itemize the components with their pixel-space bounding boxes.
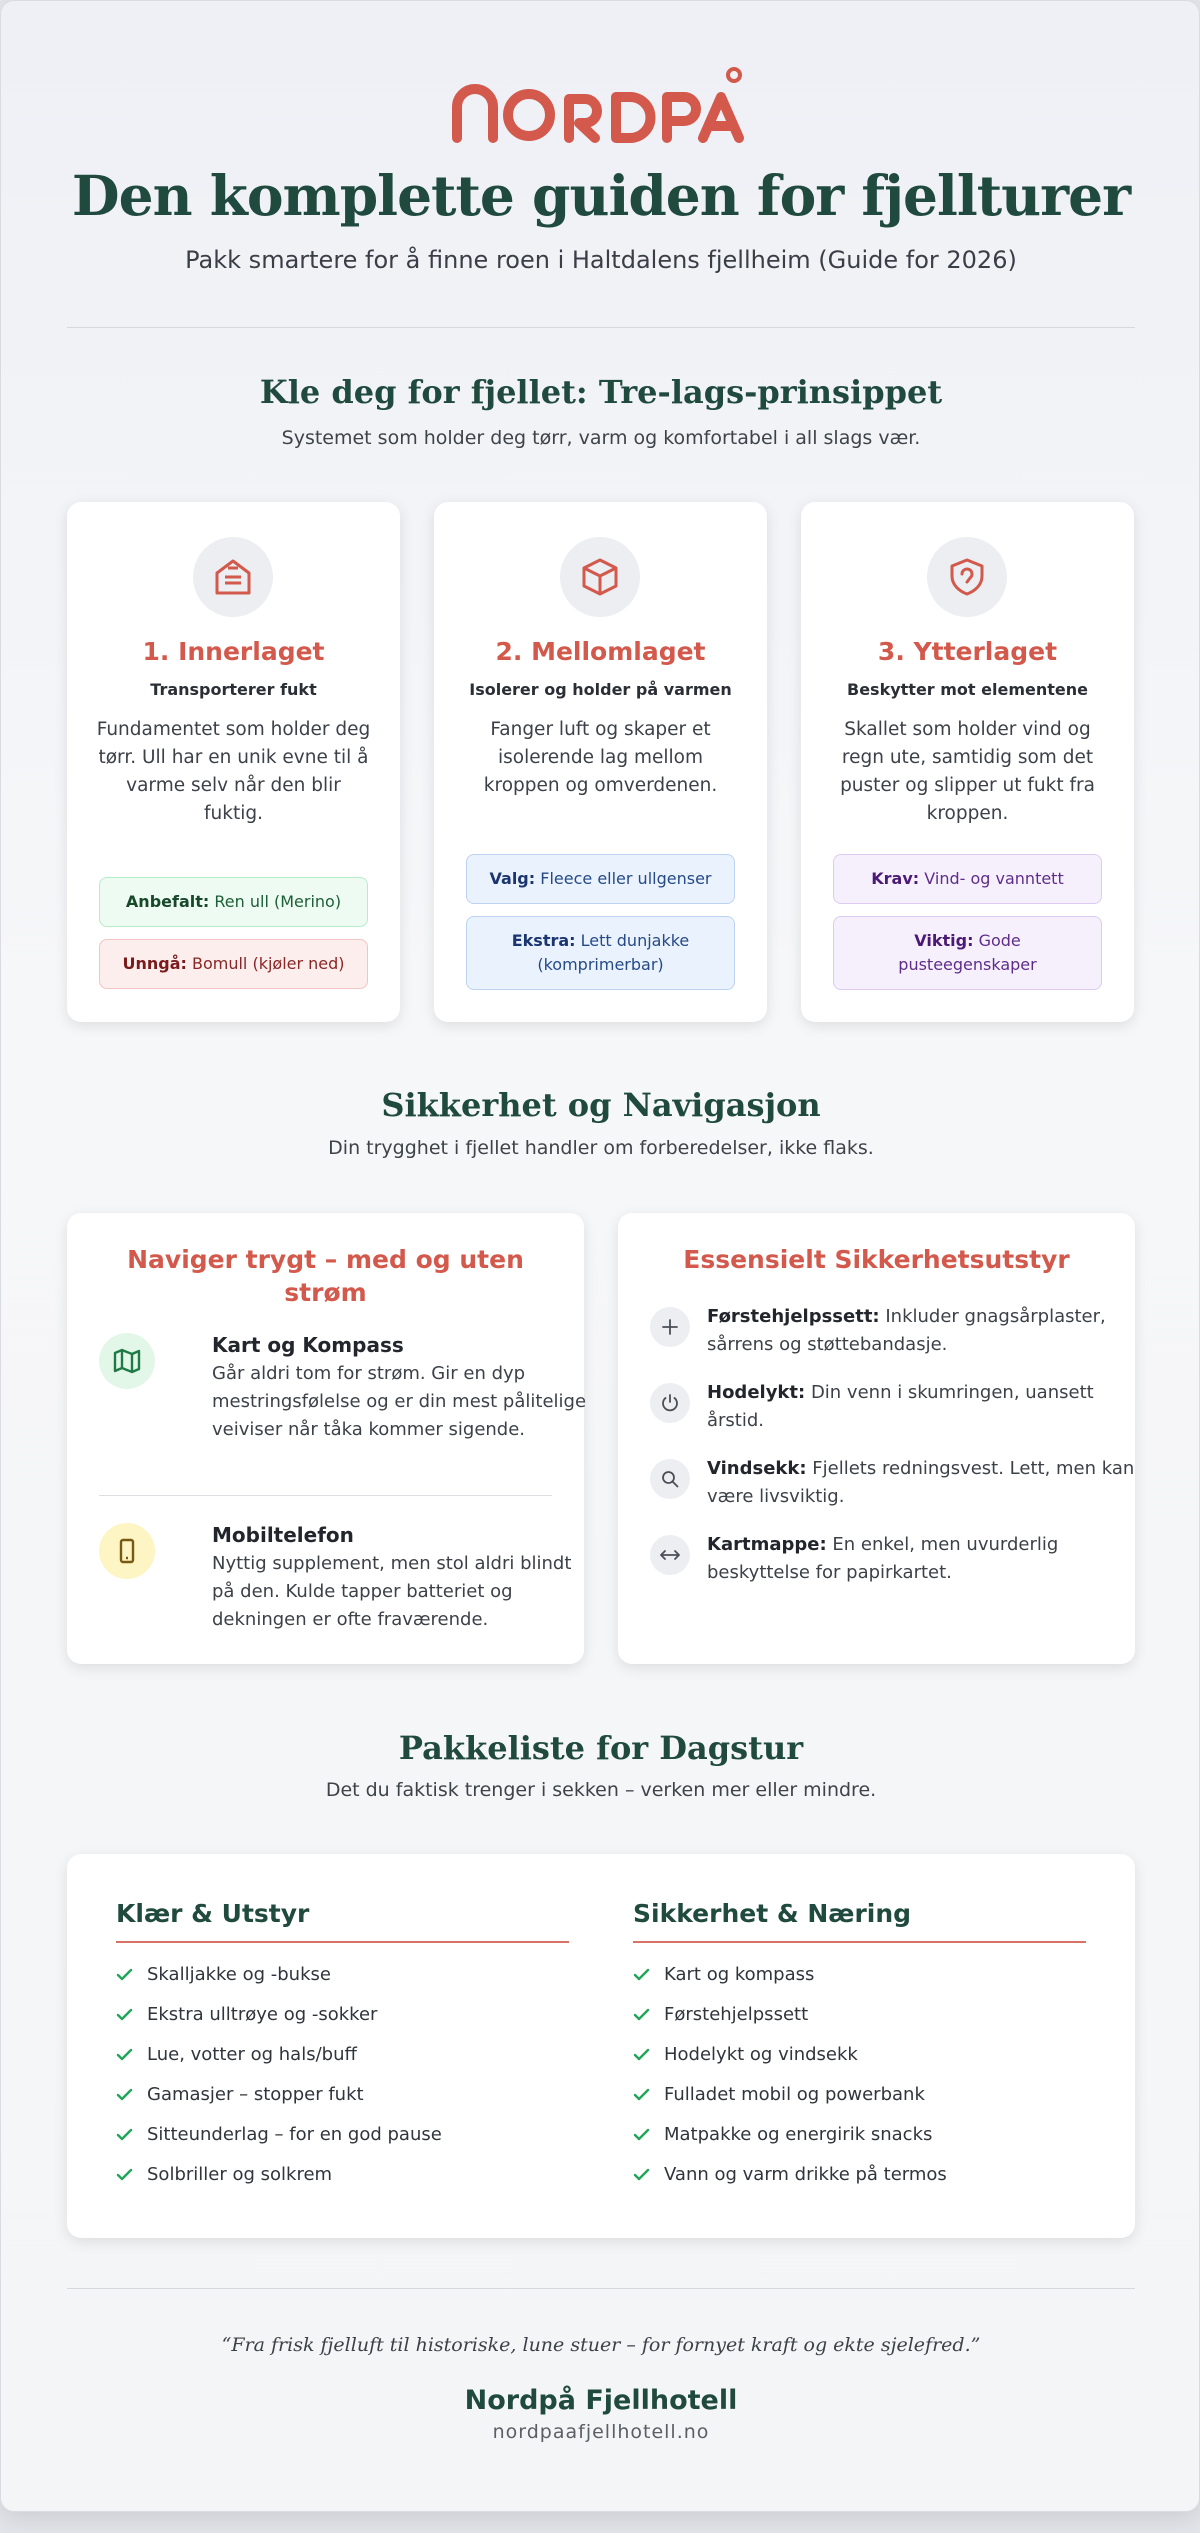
- check-icon: [633, 2168, 650, 2181]
- navigation-card: [67, 1213, 587, 1664]
- packing-column-heading: Klær & Utstyr: [116, 1899, 310, 1928]
- layer-tagline: Transporterer fukt: [150, 680, 317, 699]
- nav-item-title: Mobiltelefon: [212, 1523, 354, 1547]
- check-icon: [116, 2008, 133, 2021]
- layer-card-outer: [801, 502, 1134, 1022]
- packing-list: [633, 1955, 1086, 2195]
- layer-tagline: Isolerer og holder på varmen: [469, 680, 732, 699]
- requirement-note: Krav: Vind- og vanntett: [833, 854, 1102, 904]
- list-item: Ekstra ulltrøye og -sokker: [116, 1995, 569, 2035]
- check-icon: [633, 2048, 650, 2061]
- website-link[interactable]: nordpaafjellhotell.no: [492, 2421, 710, 2443]
- check-icon: [116, 1968, 133, 1981]
- packing-column-clothes: [116, 1899, 569, 2195]
- check-icon: [116, 2048, 133, 2061]
- packing-list-card: [67, 1854, 1135, 2238]
- packing-section-subtitle: Det du faktisk trenger i sekken – verken mer eller mindre.: [325, 1779, 877, 1801]
- safety-section-subtitle: Din trygghet i fjellet handler om forberedelser, ikke flaks.: [328, 1137, 874, 1159]
- nav-item-text: Går aldri tom for strøm. Gir en dyp mestringsfølelse og er din mest pålitelige veiviser når tåka kommer sigende.: [212, 1363, 587, 1440]
- navigation-heading: Naviger trygt – med og uten strøm: [127, 1245, 524, 1307]
- choice-note: Valg: Fleece eller ullgenser: [466, 854, 735, 904]
- nordpa-logo: [449, 63, 753, 143]
- check-icon: [116, 2088, 133, 2101]
- safety-gear-card: [618, 1213, 1135, 1664]
- gear-item-text: Hodelykt: Din venn i skumringen, uansett årstid.: [707, 1382, 1094, 1431]
- list-item: Gamasjer – stopper fukt: [116, 2075, 569, 2115]
- packing-column-heading: Sikkerhet & Næring: [633, 1899, 912, 1928]
- divider: [67, 327, 1135, 328]
- list-item: Hodelykt og vindsekk: [633, 2035, 1086, 2075]
- packing-column-safety: [633, 1899, 1086, 2195]
- page-subtitle: Pakk smartere for å finne roen i Haltdalens fjellheim (Guide for 2026): [185, 246, 1017, 274]
- list-item: Førstehjelpssett: [633, 1995, 1086, 2035]
- safety-section-title: Sikkerhet og Navigasjon: [381, 1086, 821, 1124]
- nav-item-text: Nyttig supplement, men stol aldri blindt på den. Kulde tapper batteriet og dekningen er ofte fraværende.: [212, 1553, 572, 1630]
- check-icon: [116, 2168, 133, 2181]
- page-title: Den komplette guiden for fjellturer: [71, 163, 1131, 228]
- plus-icon: [650, 1307, 690, 1347]
- list-item: Sitteunderlag – for en god pause: [116, 2115, 569, 2155]
- box-icon: [560, 537, 640, 617]
- layers-section-title: Kle deg for fjellet: Tre-lags-prinsippet: [259, 373, 943, 411]
- search-icon: [650, 1459, 690, 1499]
- important-note: Viktig: Gode pusteegenskaper: [833, 916, 1102, 990]
- gear-item-text: Førstehjelpssett: Inkluder gnagsårplaster, sårrens og støttebandasje.: [707, 1306, 1106, 1355]
- nav-item-title: Kart og Kompass: [212, 1333, 404, 1357]
- gear-item-text: Kartmappe: En enkel, men uvurderlig beskyttelse for papirkartet.: [707, 1534, 1059, 1583]
- divider: [99, 1495, 552, 1496]
- phone-icon: [99, 1523, 155, 1579]
- list-item: Skalljakke og -bukse: [116, 1955, 569, 1995]
- extra-note: Ekstra: Lett dunjakke (komprimerbar): [466, 916, 735, 990]
- layer-tagline: Beskytter mot elementene: [847, 680, 1088, 699]
- power-icon: [650, 1383, 690, 1423]
- gear-heading: Essensielt Sikkerhetsutstyr: [683, 1245, 1070, 1274]
- layers-section-subtitle: Systemet som holder deg tørr, varm og komfortabel i all slags vær.: [281, 427, 921, 449]
- shield-icon: [927, 537, 1007, 617]
- check-icon: [633, 2008, 650, 2021]
- footer-quote: “Fra frisk fjelluft til historiske, lune stuer – for fornyet kraft og ekte sjelefred.”: [221, 2334, 981, 2356]
- list-item: Matpakke og energirik snacks: [633, 2115, 1086, 2155]
- divider: [67, 2288, 1135, 2289]
- layer-title: 2. Mellomlaget: [495, 637, 706, 666]
- check-icon: [633, 2128, 650, 2141]
- packing-list: [116, 1955, 569, 2195]
- list-item: Lue, votter og hals/buff: [116, 2035, 569, 2075]
- layer-description: Skallet som holder vind og regn ute, samtidig som det puster og slipper ut fukt fra kroppen.: [840, 719, 1095, 824]
- packing-section-title: Pakkeliste for Dagstur: [398, 1729, 804, 1767]
- avoid-note: Unngå: Bomull (kjøler ned): [99, 939, 368, 989]
- layer-card-middle: [434, 502, 767, 1022]
- heading-underline: [116, 1941, 569, 1943]
- layer-description: Fanger luft og skaper et isolerende lag mellom kroppen og omverdenen.: [483, 719, 718, 796]
- list-item: Fulladet mobil og powerbank: [633, 2075, 1086, 2115]
- list-item: Solbriller og solkrem: [116, 2155, 569, 2195]
- arrows-horizontal-icon: [650, 1535, 690, 1575]
- layer-title: 3. Ytterlaget: [877, 637, 1058, 666]
- check-icon: [116, 2128, 133, 2141]
- list-item: Kart og kompass: [633, 1955, 1086, 1995]
- heading-underline: [633, 1941, 1086, 1943]
- hotel-name: Nordpå Fjellhotell: [464, 2385, 738, 2416]
- layer-description: Fundamentet som holder deg tørr. Ull har en unik evne til å varme selv når den blir fuktig.: [96, 719, 371, 824]
- check-icon: [633, 1968, 650, 1981]
- list-item: Vann og varm drikke på termos: [633, 2155, 1086, 2195]
- layer-card-inner: [67, 502, 400, 1022]
- gear-item-text: Vindsekk: Fjellets redningsvest. Lett, men kan være livsviktig.: [707, 1458, 1135, 1507]
- shirt-icon: [193, 537, 273, 617]
- map-icon: [99, 1333, 155, 1389]
- recommended-note: Anbefalt: Ren ull (Merino): [99, 877, 368, 927]
- check-icon: [633, 2088, 650, 2101]
- layer-title: 1. Innerlaget: [142, 637, 325, 666]
